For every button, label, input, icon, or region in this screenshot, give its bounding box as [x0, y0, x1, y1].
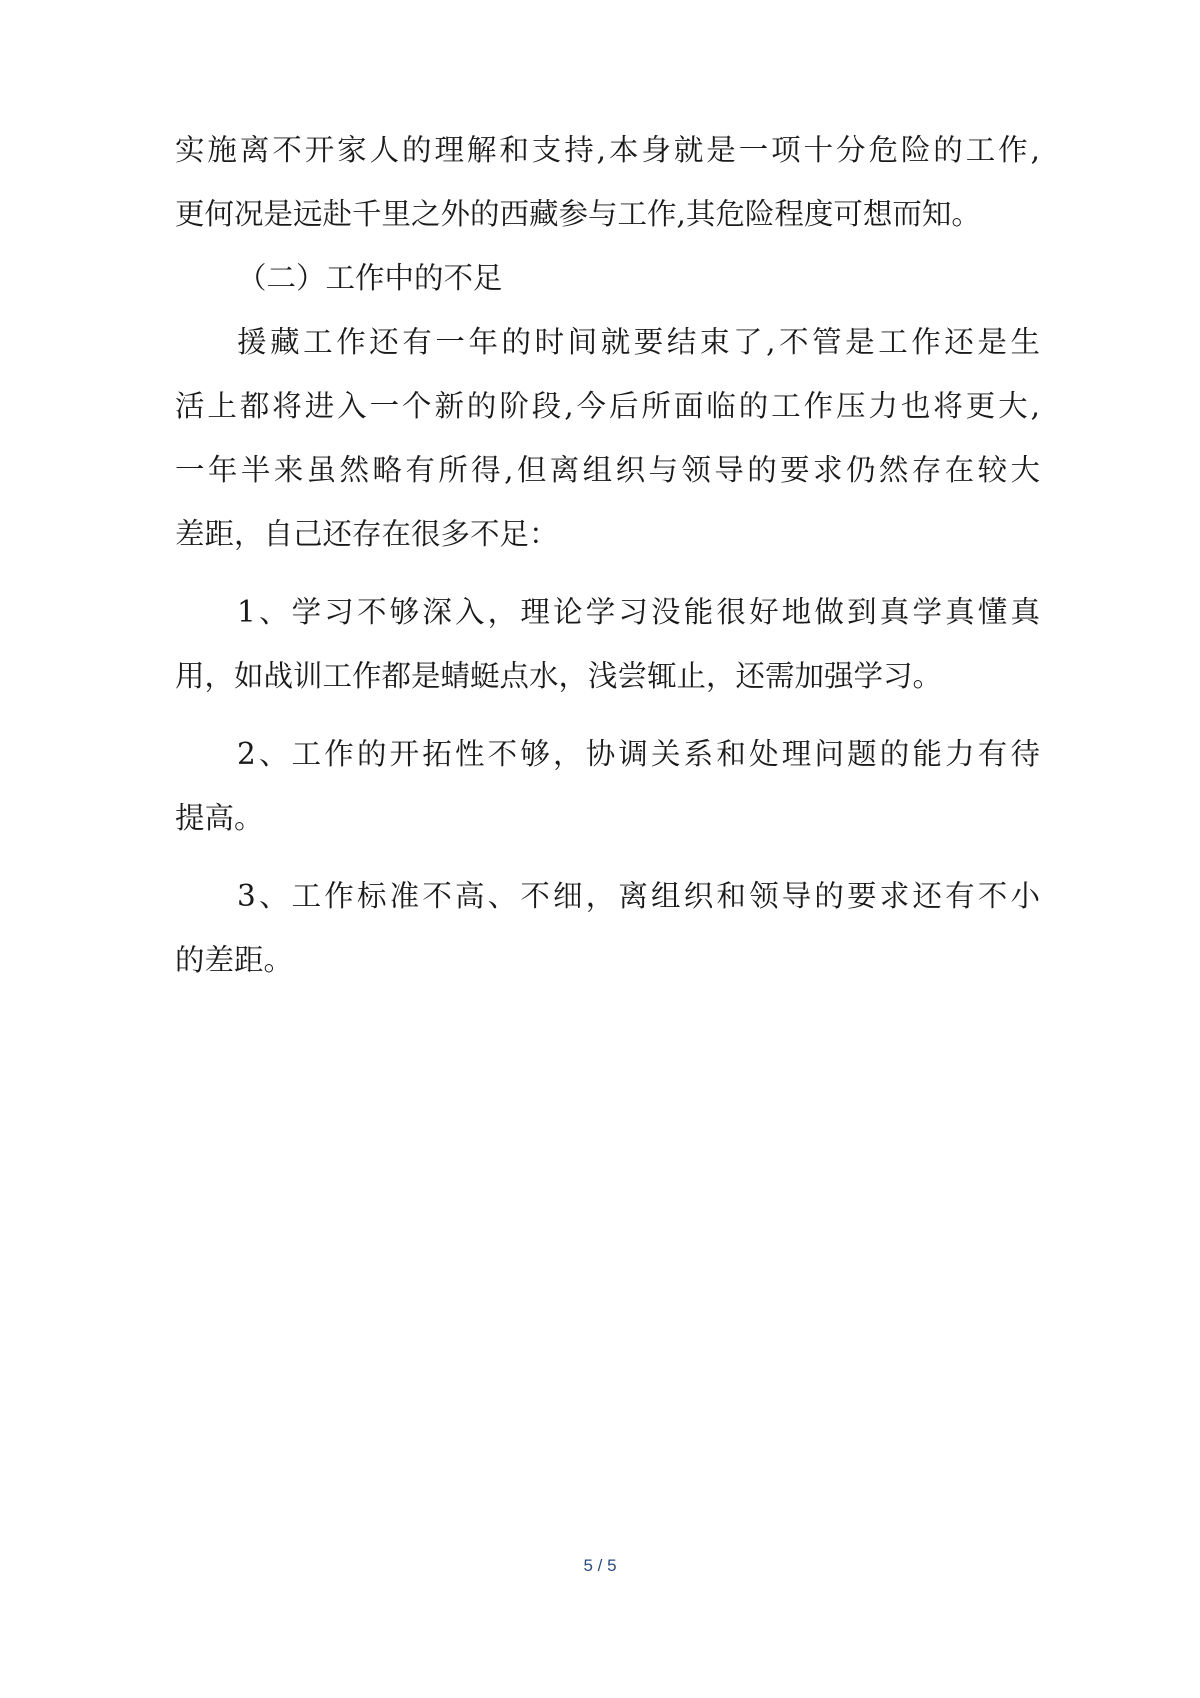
list-item-line: 的差距。 — [175, 943, 294, 977]
paragraph-line: 援藏工作还有一年的时间就要结束了,不管是工作还是生 — [237, 325, 1040, 359]
paragraph-line: 更何况是远赴千里之外的西藏参与工作,其危险程度可想而知。 — [175, 197, 981, 231]
paragraph-line: 活上都将进入一个新的阶段,今后所面临的工作压力也将更大, — [175, 389, 1040, 423]
list-item-line: 提高。 — [175, 801, 264, 835]
paragraph-gap — [175, 850, 1040, 864]
page-number: 5 / 5 — [583, 1556, 617, 1575]
paragraph-line: 实施离不开家人的理解和支持,本身就是一项十分危险的工作, — [175, 133, 1040, 167]
paragraph-line: 差距，自己还存在很多不足： — [175, 517, 559, 551]
paragraph-gap — [175, 566, 1040, 580]
paragraph-line: 一年半来虽然略有所得,但离组织与领导的要求仍然存在较大 — [175, 453, 1040, 487]
body-text — [175, 118, 1040, 992]
list-item-line: 3、工作标准不高、不细，离组织和领导的要求还有不小 — [237, 879, 1040, 913]
paragraph-gap — [175, 708, 1040, 722]
section-heading: （二）工作中的不足 — [237, 261, 503, 295]
list-item-line: 用，如战训工作都是蜻蜓点水，浅尝辄止，还需加强学习。 — [175, 659, 943, 693]
list-item-line: 2、工作的开拓性不够，协调关系和处理问题的能力有待 — [237, 737, 1040, 771]
list-item-line: 1、学习不够深入，理论学习没能很好地做到真学真懂真 — [237, 595, 1040, 629]
